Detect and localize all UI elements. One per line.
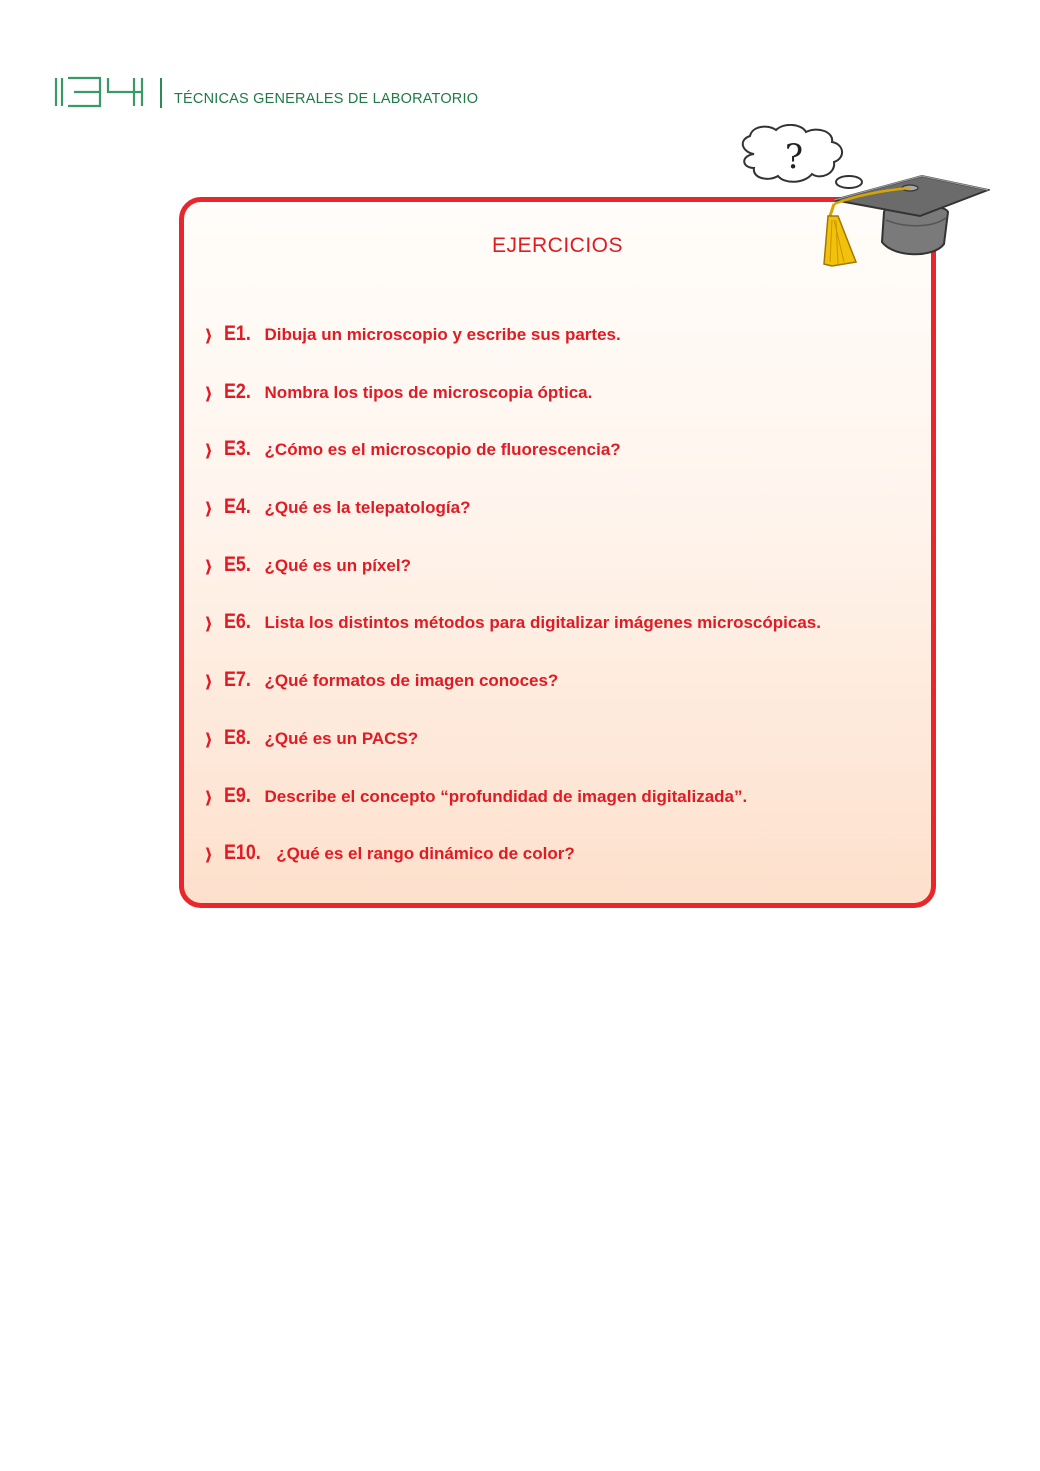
exercise-number: E10. bbox=[224, 841, 261, 865]
exercise-item bbox=[204, 726, 821, 784]
exercise-text: ¿Qué es el rango dinámico de color? bbox=[276, 844, 575, 864]
thinking-graduation-cap-icon bbox=[734, 124, 990, 276]
exercise-text: Lista los distintos métodos para digitalizar imágenes microscópicas. bbox=[264, 613, 821, 633]
exercise-text: Nombra los tipos de microscopia óptica. bbox=[264, 382, 593, 402]
exercise-number: E2. bbox=[224, 379, 251, 403]
question-mark: ? bbox=[784, 137, 804, 177]
bullet-arrow-icon: ❱ bbox=[204, 787, 213, 806]
bullet-arrow-icon: ❱ bbox=[204, 845, 213, 864]
exercise-number: E1. bbox=[224, 322, 251, 345]
exercise-item bbox=[204, 553, 821, 611]
exercise-number: E4. bbox=[224, 495, 251, 519]
exercise-number: E3. bbox=[224, 437, 251, 461]
exercise-number: E8. bbox=[224, 725, 251, 749]
exercise-text: ¿Qué formatos de imagen conoces? bbox=[264, 671, 559, 691]
running-head-title: TÉCNICAS GENERALES DE LABORATORIO bbox=[174, 91, 479, 107]
exercise-text: ¿Qué es la telepatología? bbox=[264, 498, 471, 518]
bullet-arrow-icon: ❱ bbox=[204, 326, 213, 344]
exercise-number: E5. bbox=[224, 552, 251, 576]
exercise-item bbox=[204, 668, 821, 726]
exercise-box bbox=[179, 197, 936, 908]
exercise-item bbox=[204, 610, 821, 668]
exercise-list bbox=[204, 322, 821, 899]
exercise-box-title: EJERCICIOS bbox=[491, 234, 624, 257]
header-separator bbox=[160, 78, 162, 108]
exercise-item bbox=[204, 784, 821, 842]
bullet-arrow-icon: ❱ bbox=[204, 499, 213, 518]
exercise-text: Dibuja un microscopio y escribe sus partes. bbox=[264, 325, 621, 344]
exercise-text: ¿Qué es un PACS? bbox=[264, 728, 419, 748]
bullet-arrow-icon: ❱ bbox=[204, 729, 213, 748]
page-header bbox=[54, 74, 478, 108]
exercise-item bbox=[204, 437, 821, 495]
exercise-number: E7. bbox=[224, 668, 251, 692]
exercise-number: E9. bbox=[224, 783, 251, 807]
bullet-arrow-icon: ❱ bbox=[204, 556, 213, 575]
exercise-item bbox=[204, 841, 821, 899]
exercise-number: E6. bbox=[224, 610, 251, 634]
exercise-item bbox=[204, 495, 821, 553]
exercise-item bbox=[204, 380, 821, 438]
bullet-arrow-icon: ❱ bbox=[204, 672, 213, 691]
bullet-arrow-icon: ❱ bbox=[204, 441, 213, 460]
exercise-text: Describe el concepto “profundidad de imagen digitalizada”. bbox=[264, 786, 748, 806]
exercise-text: ¿Qué es un píxel? bbox=[264, 555, 411, 575]
exercise-text: ¿Cómo es el microscopio de fluorescencia? bbox=[264, 440, 621, 460]
bullet-arrow-icon: ❱ bbox=[204, 614, 213, 633]
exercise-item bbox=[204, 322, 821, 380]
bullet-arrow-icon: ❱ bbox=[204, 383, 213, 402]
page-number bbox=[54, 76, 150, 108]
